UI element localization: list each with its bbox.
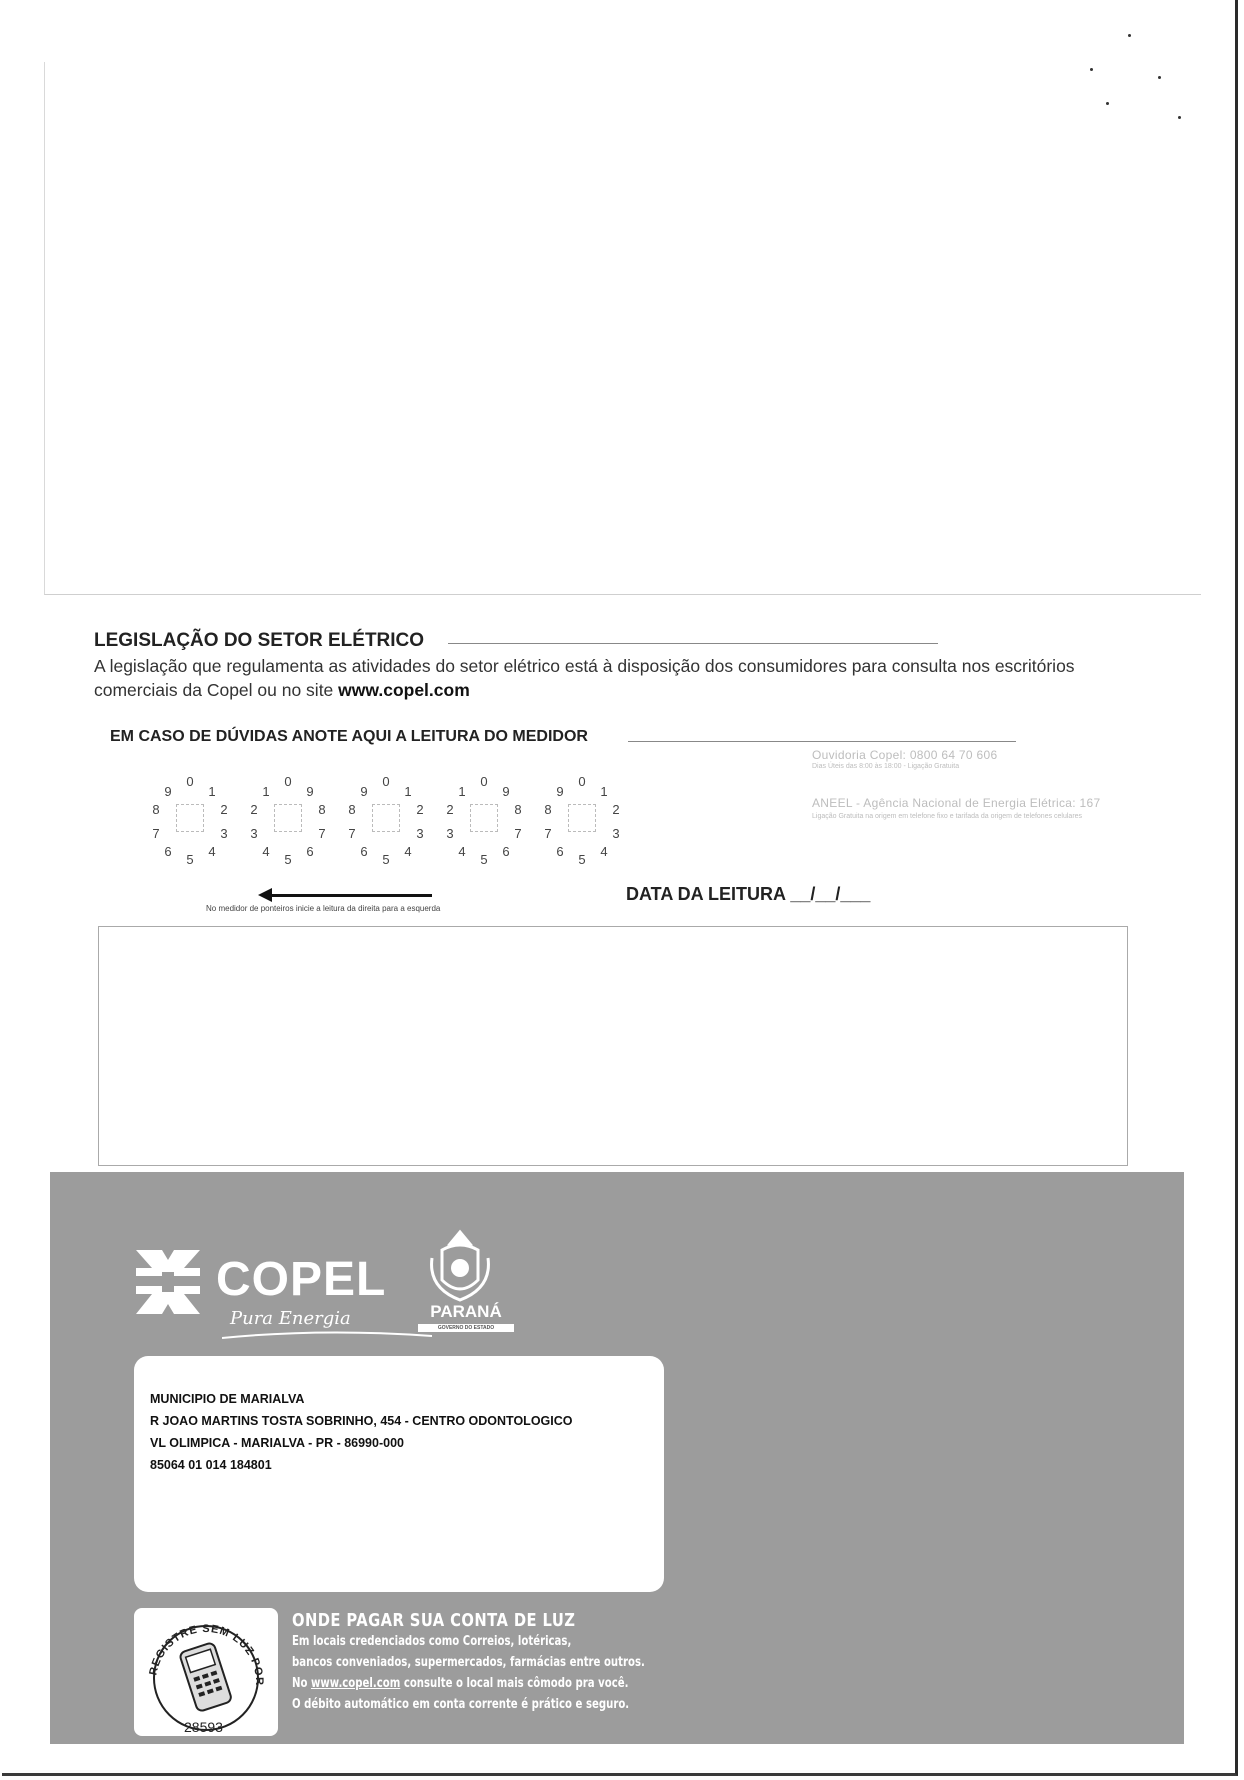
address-line-code: 85064 01 014 184801 — [150, 1458, 272, 1472]
legislacao-title-rule — [448, 643, 938, 644]
onde-pagar-block — [292, 1610, 744, 1715]
notes-box — [98, 926, 1128, 1166]
dial-center — [176, 804, 204, 832]
dial-center — [568, 804, 596, 832]
onde-pagar-line — [292, 1673, 645, 1694]
scan-speck — [1128, 34, 1131, 37]
aneel-note: Ligação Gratuita na origem em telefone fixo e tarifada da origem de telefones celulares — [812, 813, 1083, 820]
swash-decoration-icon — [222, 1328, 432, 1340]
parana-subtitle: GOVERNO DO ESTADO — [418, 1324, 514, 1332]
duvidas-rule — [628, 741, 1016, 742]
sms-arc-text: REGISTRE SEM LUZ POR — [147, 1622, 266, 1687]
dial-center — [274, 804, 302, 832]
address-line-name: MUNICIPIO DE MARIALVA — [150, 1392, 305, 1406]
meter-dial: 0 1 2 3 4 5 6 7 8 9 — [544, 774, 620, 867]
ouvidoria-block — [812, 748, 1172, 821]
blank-upper-area — [44, 62, 1201, 595]
data-leitura — [626, 884, 870, 905]
meter-dials — [140, 772, 640, 882]
onde-pagar-prefix: No — [292, 1676, 311, 1691]
scan-speck — [1158, 76, 1161, 79]
legislacao-site-link[interactable]: www.copel.com — [338, 680, 470, 700]
sms-phone-icon — [134, 1608, 278, 1736]
address-window — [134, 1356, 664, 1592]
aneel-phone: ANEEL - Agência Nacional de Energia Elétrica: 167 — [812, 796, 1101, 810]
sms-number: 28593 — [184, 1719, 223, 1735]
copel-wordmark: COPEL — [216, 1253, 387, 1306]
onde-pagar-line: Em locais credenciados como Correios, lotéricas, — [292, 1634, 572, 1649]
copel-logo-icon — [132, 1246, 204, 1318]
parana-wordmark: PARANÁ — [430, 1302, 502, 1321]
onde-pagar-suffix: consulte o local mais cômodo pra você. — [400, 1676, 629, 1691]
scan-speck — [1090, 68, 1093, 71]
meter-dial: 0 1 2 3 4 5 6 7 8 9 — [152, 774, 228, 867]
meter-dial: 0 1 2 3 4 5 6 7 8 9 — [250, 774, 326, 867]
address-line-city: VL OLIMPICA - MARIALVA - PR - 86990-000 — [150, 1436, 404, 1450]
onde-pagar-title: ONDE PAGAR SUA CONTA DE LUZ — [292, 1610, 576, 1631]
meter-dial: 0 1 2 3 4 5 6 7 8 9 — [348, 774, 424, 867]
scan-speck — [1106, 102, 1109, 105]
copel-site-link[interactable]: www.copel.com — [310, 1676, 401, 1691]
arrow-caption: No medidor de ponteiros inicie a leitura da direita para a esquerda — [206, 904, 441, 913]
sms-badge — [134, 1608, 278, 1736]
legislacao-text — [94, 654, 1114, 702]
address-line-street: R JOAO MARTINS TOSTA SOBRINHO, 454 - CENTRO ODONTOLOGICO — [150, 1414, 573, 1428]
legislacao-text-body: A legislação que regulamenta as atividades do setor elétrico está à disposição dos consumidores para consulta nos escritórios comerciais da Copel ou no site — [94, 656, 1075, 700]
left-arrow-shaft — [270, 894, 432, 897]
onde-pagar-line: bancos conveniados, supermercados, farmácias entre outros. — [292, 1655, 645, 1670]
meter-dial: 0 1 2 3 4 5 6 7 8 9 — [446, 774, 522, 867]
ouvidoria-hours: Dias Úteis das 8:00 às 18:00 - Ligação Gratuita — [812, 763, 960, 770]
data-leitura-field: __/__/___ — [790, 884, 871, 904]
address-block — [150, 1388, 573, 1476]
ouvidoria-phone: Ouvidoria Copel: 0800 64 70 606 — [812, 748, 998, 762]
dial-center — [372, 804, 400, 832]
data-leitura-label: DATA DA LEITURA — [626, 884, 786, 904]
legislacao-title: LEGISLAÇÃO DO SETOR ELÉTRICO — [94, 630, 425, 651]
copel-slogan: Pura Energia — [230, 1308, 351, 1329]
onde-pagar-line: O débito automático em conta corrente é prático e seguro. — [292, 1697, 630, 1712]
dial-center — [470, 804, 498, 832]
duvidas-title: EM CASO DE DÚVIDAS ANOTE AQUI A LEITURA DO MEDIDOR — [110, 728, 588, 745]
scan-speck — [1178, 116, 1181, 119]
envelope-panel — [50, 1172, 1184, 1744]
